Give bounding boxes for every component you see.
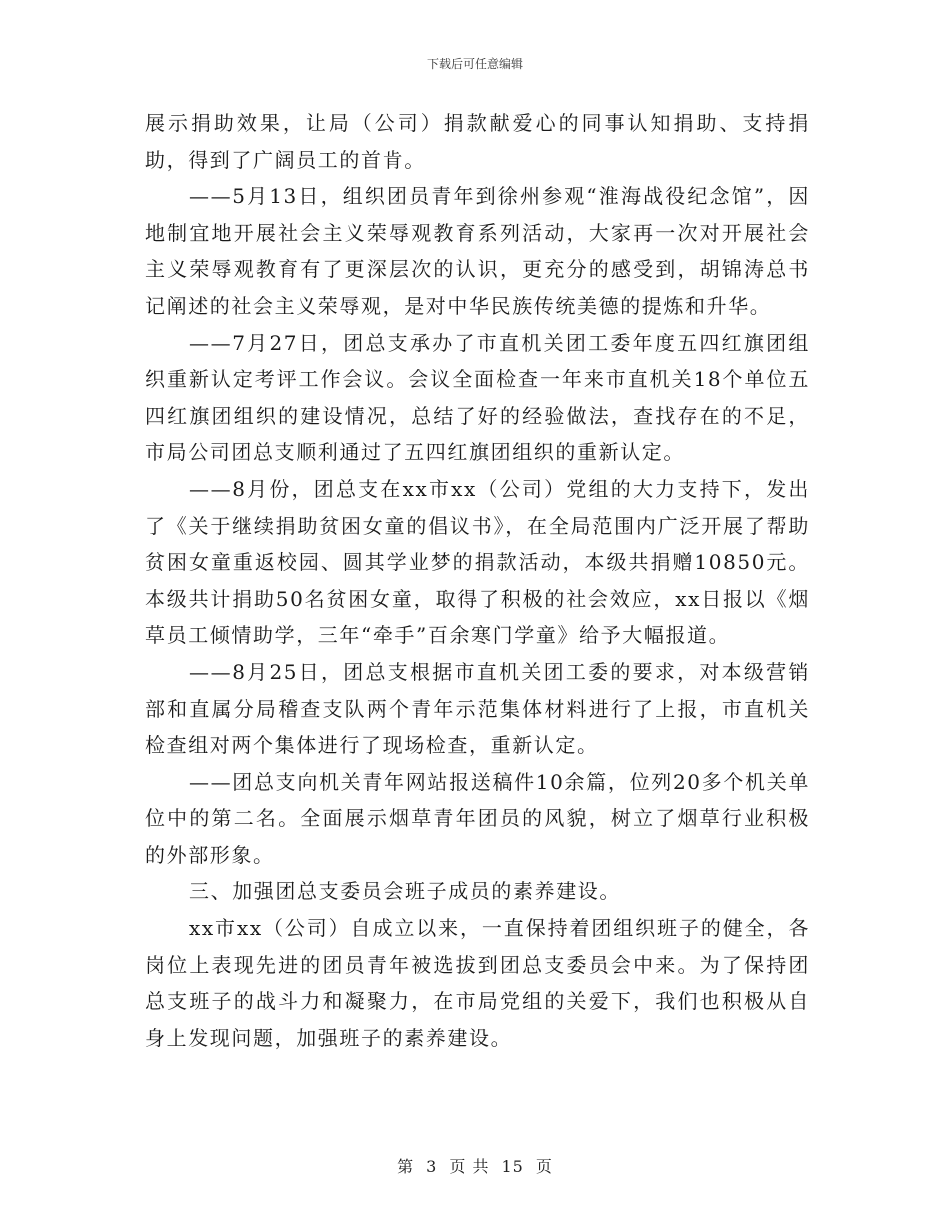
- footer-total-pages: 15: [501, 1157, 524, 1176]
- paragraph: 展示捐助效果，让局（公司）捐款献爱心的同事认知捐助、支持捐助，得到了广阔员工的首肯。: [145, 111, 810, 172]
- footer-middle: 页 共: [449, 1157, 490, 1176]
- footer-prefix: 第: [397, 1157, 415, 1176]
- page-footer: [0, 1154, 950, 1177]
- document-body: [145, 105, 810, 1056]
- section-heading: 三、加强团总支委员会班子成员的素养建设。: [189, 879, 621, 904]
- paragraph: ——7月27日，团总支承办了市直机关团工委年度五四红旗团组织重新认定考评工作会议。会议全面检查一年来市直机关18个单位五四红旗团组织的建设情况，总结了好的经验做法，查找存在的不足，市局公司团总支顺利通过了五四红旗团组织的重新认定。: [145, 330, 810, 465]
- paragraph: xx市xx（公司）自成立以来，一直保持着团组织班子的健全，各岗位上表现先进的团员青年被选拔到团总支委员会中来。为了保持团总支班子的战斗力和凝聚力，在市局党组的关爱下，我们也积极从自身上发现问题，加强班子的素养建设。: [145, 916, 810, 1050]
- paragraph: ——5月13日，组织团员青年到徐州参观“淮海战役纪念馆”，因地制宜地开展社会主义荣辱观教育系列活动，大家再一次对开展社会主义荣辱观教育有了更深层次的认识，更充分的感受到，胡锦涛总书记阐述的社会主义荣辱观，是对中华民族传统美德的提炼和升华。: [145, 184, 810, 318]
- page-header: 下载后可任意编辑: [426, 57, 523, 71]
- paragraph: ——8月25日，团总支根据市直机关团工委的要求，对本级营销部和直属分局稽查支队两个青年示范集体材料进行了上报，市直机关检查组对两个集体进行了现场检查，重新认定。: [145, 659, 810, 758]
- paragraph: ——8月份，团总支在xx市xx（公司）党组的大力支持下，发出了《关于继续捐助贫困女童的倡议书》，在全局范围内广泛开展了帮助贫困女童重返校园、圆其学业梦的捐款活动，本级共捐赠10850元。本级共计捐助50名贫困女童，取得了积极的社会效应，xx日报以《烟草员工倾情助学，三年“牵手”百余寒门学童》给予大幅报道。: [145, 476, 810, 648]
- footer-page-number: 3: [426, 1157, 438, 1176]
- footer-suffix: 页: [535, 1157, 553, 1176]
- paragraph: ——团总支向机关青年网站报送稿件10余篇，位列20多个机关单位中的第二名。全面展示烟草青年团员的风貌，树立了烟草行业积极的外部形象。: [145, 769, 810, 867]
